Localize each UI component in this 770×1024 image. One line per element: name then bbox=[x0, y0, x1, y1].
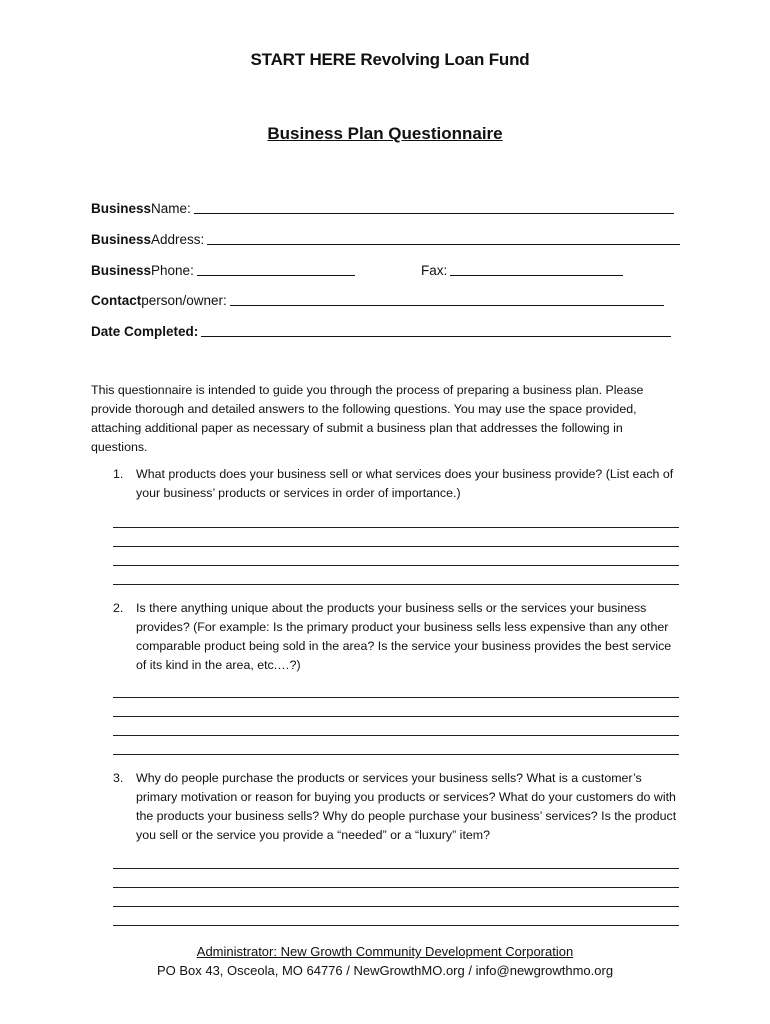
business-phone-label: Phone: bbox=[151, 263, 194, 278]
footer bbox=[0, 942, 770, 980]
answer-line[interactable] bbox=[113, 754, 679, 755]
business-address-input[interactable] bbox=[207, 230, 680, 245]
date-completed-input[interactable] bbox=[201, 322, 671, 337]
contact-label-bold: Contact bbox=[91, 293, 142, 308]
answer-line[interactable] bbox=[113, 868, 679, 869]
business-name-label-bold: Business bbox=[91, 201, 152, 216]
business-name-input[interactable] bbox=[194, 199, 674, 214]
question-1-number: 1. bbox=[113, 467, 124, 481]
fax-label: Fax: bbox=[421, 263, 448, 278]
contact-input[interactable] bbox=[230, 291, 664, 306]
question-3-text: Why do people purchase the products or services your business sells? What is a customer’s primary motivation or reason for buying you products or services? What do your customers do with the products your business sells? Why do people purchase your business’ services? Is the product you sell or the service you provide a “needed” or a “luxury” item? bbox=[136, 771, 677, 842]
question-2-text: Is there anything unique about the products your business sells or the services your business provides? (For example: Is the primary product your business sells less expensive than any other comparable product being sold in the area? Is the service your business provides the best service of its kind in the area, etc.…?) bbox=[136, 601, 672, 672]
fax-input[interactable] bbox=[450, 261, 623, 276]
question-2-number: 2. bbox=[113, 601, 124, 615]
footer-contact: PO Box 43, Osceola, MO 64776 / NewGrowthMO.org / info@newgrowthmo.org bbox=[156, 963, 614, 978]
contact-label: person/owner: bbox=[141, 293, 227, 308]
answer-line[interactable] bbox=[113, 697, 679, 698]
business-name-field bbox=[91, 196, 674, 216]
answer-line[interactable] bbox=[113, 735, 679, 736]
business-name-label: Name: bbox=[151, 201, 191, 216]
business-address-label-bold: Business bbox=[91, 232, 152, 247]
intro-paragraph: This questionnaire is intended to guide you through the process of preparing a business plan. Please provide thorough and detailed answers to the following questions. You may use the space provided, attaching additional paper as necessary of submit a business plan that addresses the following in questions. bbox=[91, 383, 644, 454]
answer-line[interactable] bbox=[113, 925, 679, 926]
answer-line[interactable] bbox=[113, 546, 679, 547]
answer-line[interactable] bbox=[113, 527, 679, 528]
business-address-label: Address: bbox=[151, 232, 205, 247]
question-3 bbox=[113, 769, 683, 845]
question-1 bbox=[113, 465, 683, 503]
date-completed-field bbox=[91, 319, 671, 339]
document-subtitle: Business Plan Questionnaire bbox=[267, 124, 503, 143]
contact-field bbox=[91, 288, 664, 308]
fax-field bbox=[421, 258, 623, 278]
answer-line[interactable] bbox=[113, 716, 679, 717]
business-phone-label-bold: Business bbox=[91, 263, 152, 278]
question-3-number: 3. bbox=[113, 771, 124, 785]
question-2 bbox=[113, 599, 683, 675]
business-phone-field bbox=[91, 258, 355, 278]
date-completed-label: Date Completed: bbox=[91, 324, 199, 339]
answer-line[interactable] bbox=[113, 584, 679, 585]
answer-line[interactable] bbox=[113, 565, 679, 566]
document-title: START HERE Revolving Loan Fund bbox=[250, 50, 530, 69]
footer-administrator: Administrator: New Growth Community Development Corporation bbox=[196, 944, 574, 959]
question-1-text: What products does your business sell or what services does your business provide? (List each of your business’ products or services in order of importance.) bbox=[136, 467, 674, 500]
business-phone-input[interactable] bbox=[197, 261, 355, 276]
answer-line[interactable] bbox=[113, 887, 679, 888]
answer-line[interactable] bbox=[113, 906, 679, 907]
business-address-field bbox=[91, 227, 680, 247]
